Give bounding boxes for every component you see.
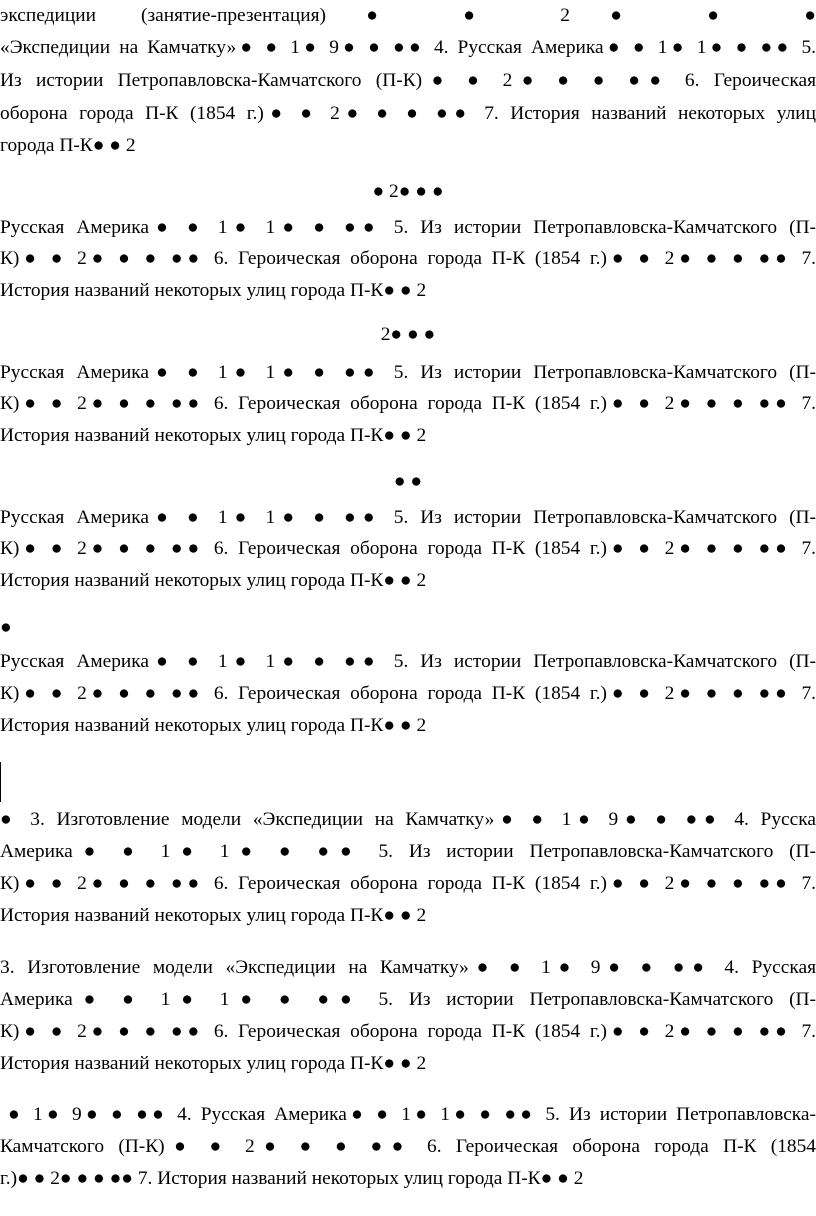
bullet-heading: ● ● bbox=[393, 471, 423, 492]
text-line: К)● ● 2● ● ● ●● 6. Героическая оборона города П-К (1854 г.)● ● 2● ● ● ●● 7. bbox=[0, 393, 816, 414]
text-line: ● 1● 9● ● ●● 4. Русская Америка● ● 1● 1● ● ●● 5. Из истории Петропавловска- bbox=[8, 1104, 816, 1125]
text-line: Русская Америка● ● 1● 1● ● ●● 5. Из истории Петропавловска-Камчатского (П- bbox=[0, 217, 816, 238]
text-line: Русская Америка● ● 1● 1● ● ●● 5. Из истории Петропавловска-Камчатского (П- bbox=[0, 651, 816, 672]
text-line: История названий некоторых улиц города П-К● ● 2 bbox=[0, 1053, 427, 1074]
text-line: ● 3. Изготовление модели «Экспедиции на Камчатку»● ● 1● 9● ● ●● 4. Русска bbox=[0, 809, 816, 830]
text-line: История названий некоторых улиц города П-К● ● 2 bbox=[0, 570, 427, 591]
text-line: Из истории Петропавловска-Камчатского (П-К)● ● 2● ● ● ●● 6. Героическая bbox=[0, 70, 816, 91]
text-line: Русская Америка● ● 1● 1● ● ●● 5. Из истории Петропавловска-Камчатского (П- bbox=[0, 507, 816, 528]
text-line: Камчатского (П-К)● ● 2● ● ● ●● 6. Героическая оборона города П-К (1854 bbox=[0, 1136, 816, 1157]
text-line: К)● ● 2● ● ● ●● 6. Героическая оборона города П-К (1854 г.)● ● 2● ● ● ●● 7. bbox=[0, 538, 816, 559]
bullet-heading: ● bbox=[0, 617, 12, 638]
text-line: К)● ● 2● ● ● ●● 6. Героическая оборона города П-К (1854 г.)● ● 2● ● ● ●● 7. bbox=[0, 248, 816, 269]
text-line: Америка● ● 1● 1● ● ●● 5. Из истории Петропавловска-Камчатского (П- bbox=[0, 841, 816, 862]
text-line: экспедиции (занятие-презентация)● ● 2● ● ● bbox=[0, 5, 816, 26]
text-line: «Экспедиции на Камчатку»● ● 1● 9● ● ●● 4. Русская Америка● ● 1● 1● ● ●● 5. bbox=[0, 37, 816, 58]
text-line: Русская Америка● ● 1● 1● ● ●● 5. Из истории Петропавловска-Камчатского (П- bbox=[0, 362, 816, 383]
text-cursor bbox=[0, 762, 1, 802]
text-line: История названий некоторых улиц города П-К● ● 2 bbox=[0, 280, 427, 301]
bullet-heading: 2● ● ● bbox=[380, 324, 436, 345]
text-line: Америка● ● 1● 1● ● ●● 5. Из истории Петропавловска-Камчатского (П- bbox=[0, 989, 816, 1010]
text-line: города П-К● ● 2 bbox=[0, 135, 136, 156]
text-line: К)● ● 2● ● ● ●● 6. Героическая оборона города П-К (1854 г.)● ● 2● ● ● ●● 7. bbox=[0, 873, 816, 894]
text-line: К)● ● 2● ● ● ●● 6. Героическая оборона города П-К (1854 г.)● ● 2● ● ● ●● 7. bbox=[0, 683, 816, 704]
text-line: К)● ● 2● ● ● ●● 6. Героическая оборона города П-К (1854 г.)● ● 2● ● ● ●● 7. bbox=[0, 1021, 816, 1042]
text-line: г.)● ● 2● ● ● ●● 7. История названий некоторых улиц города П-К● ● 2 bbox=[0, 1168, 584, 1189]
text-line: История названий некоторых улиц города П-К● ● 2 bbox=[0, 905, 427, 926]
text-line: История названий некоторых улиц города П-К● ● 2 bbox=[0, 425, 427, 446]
text-line: 3. Изготовление модели «Экспедиции на Камчатку»● ● 1● 9● ● ●● 4. Русская bbox=[0, 957, 816, 978]
text-line: оборона города П-К (1854 г.)● ● 2● ● ● ●● 7. История названий некоторых улиц bbox=[0, 103, 816, 124]
bullet-heading: ● 2● ● ● bbox=[372, 181, 444, 202]
text-line: История названий некоторых улиц города П-К● ● 2 bbox=[0, 715, 427, 736]
